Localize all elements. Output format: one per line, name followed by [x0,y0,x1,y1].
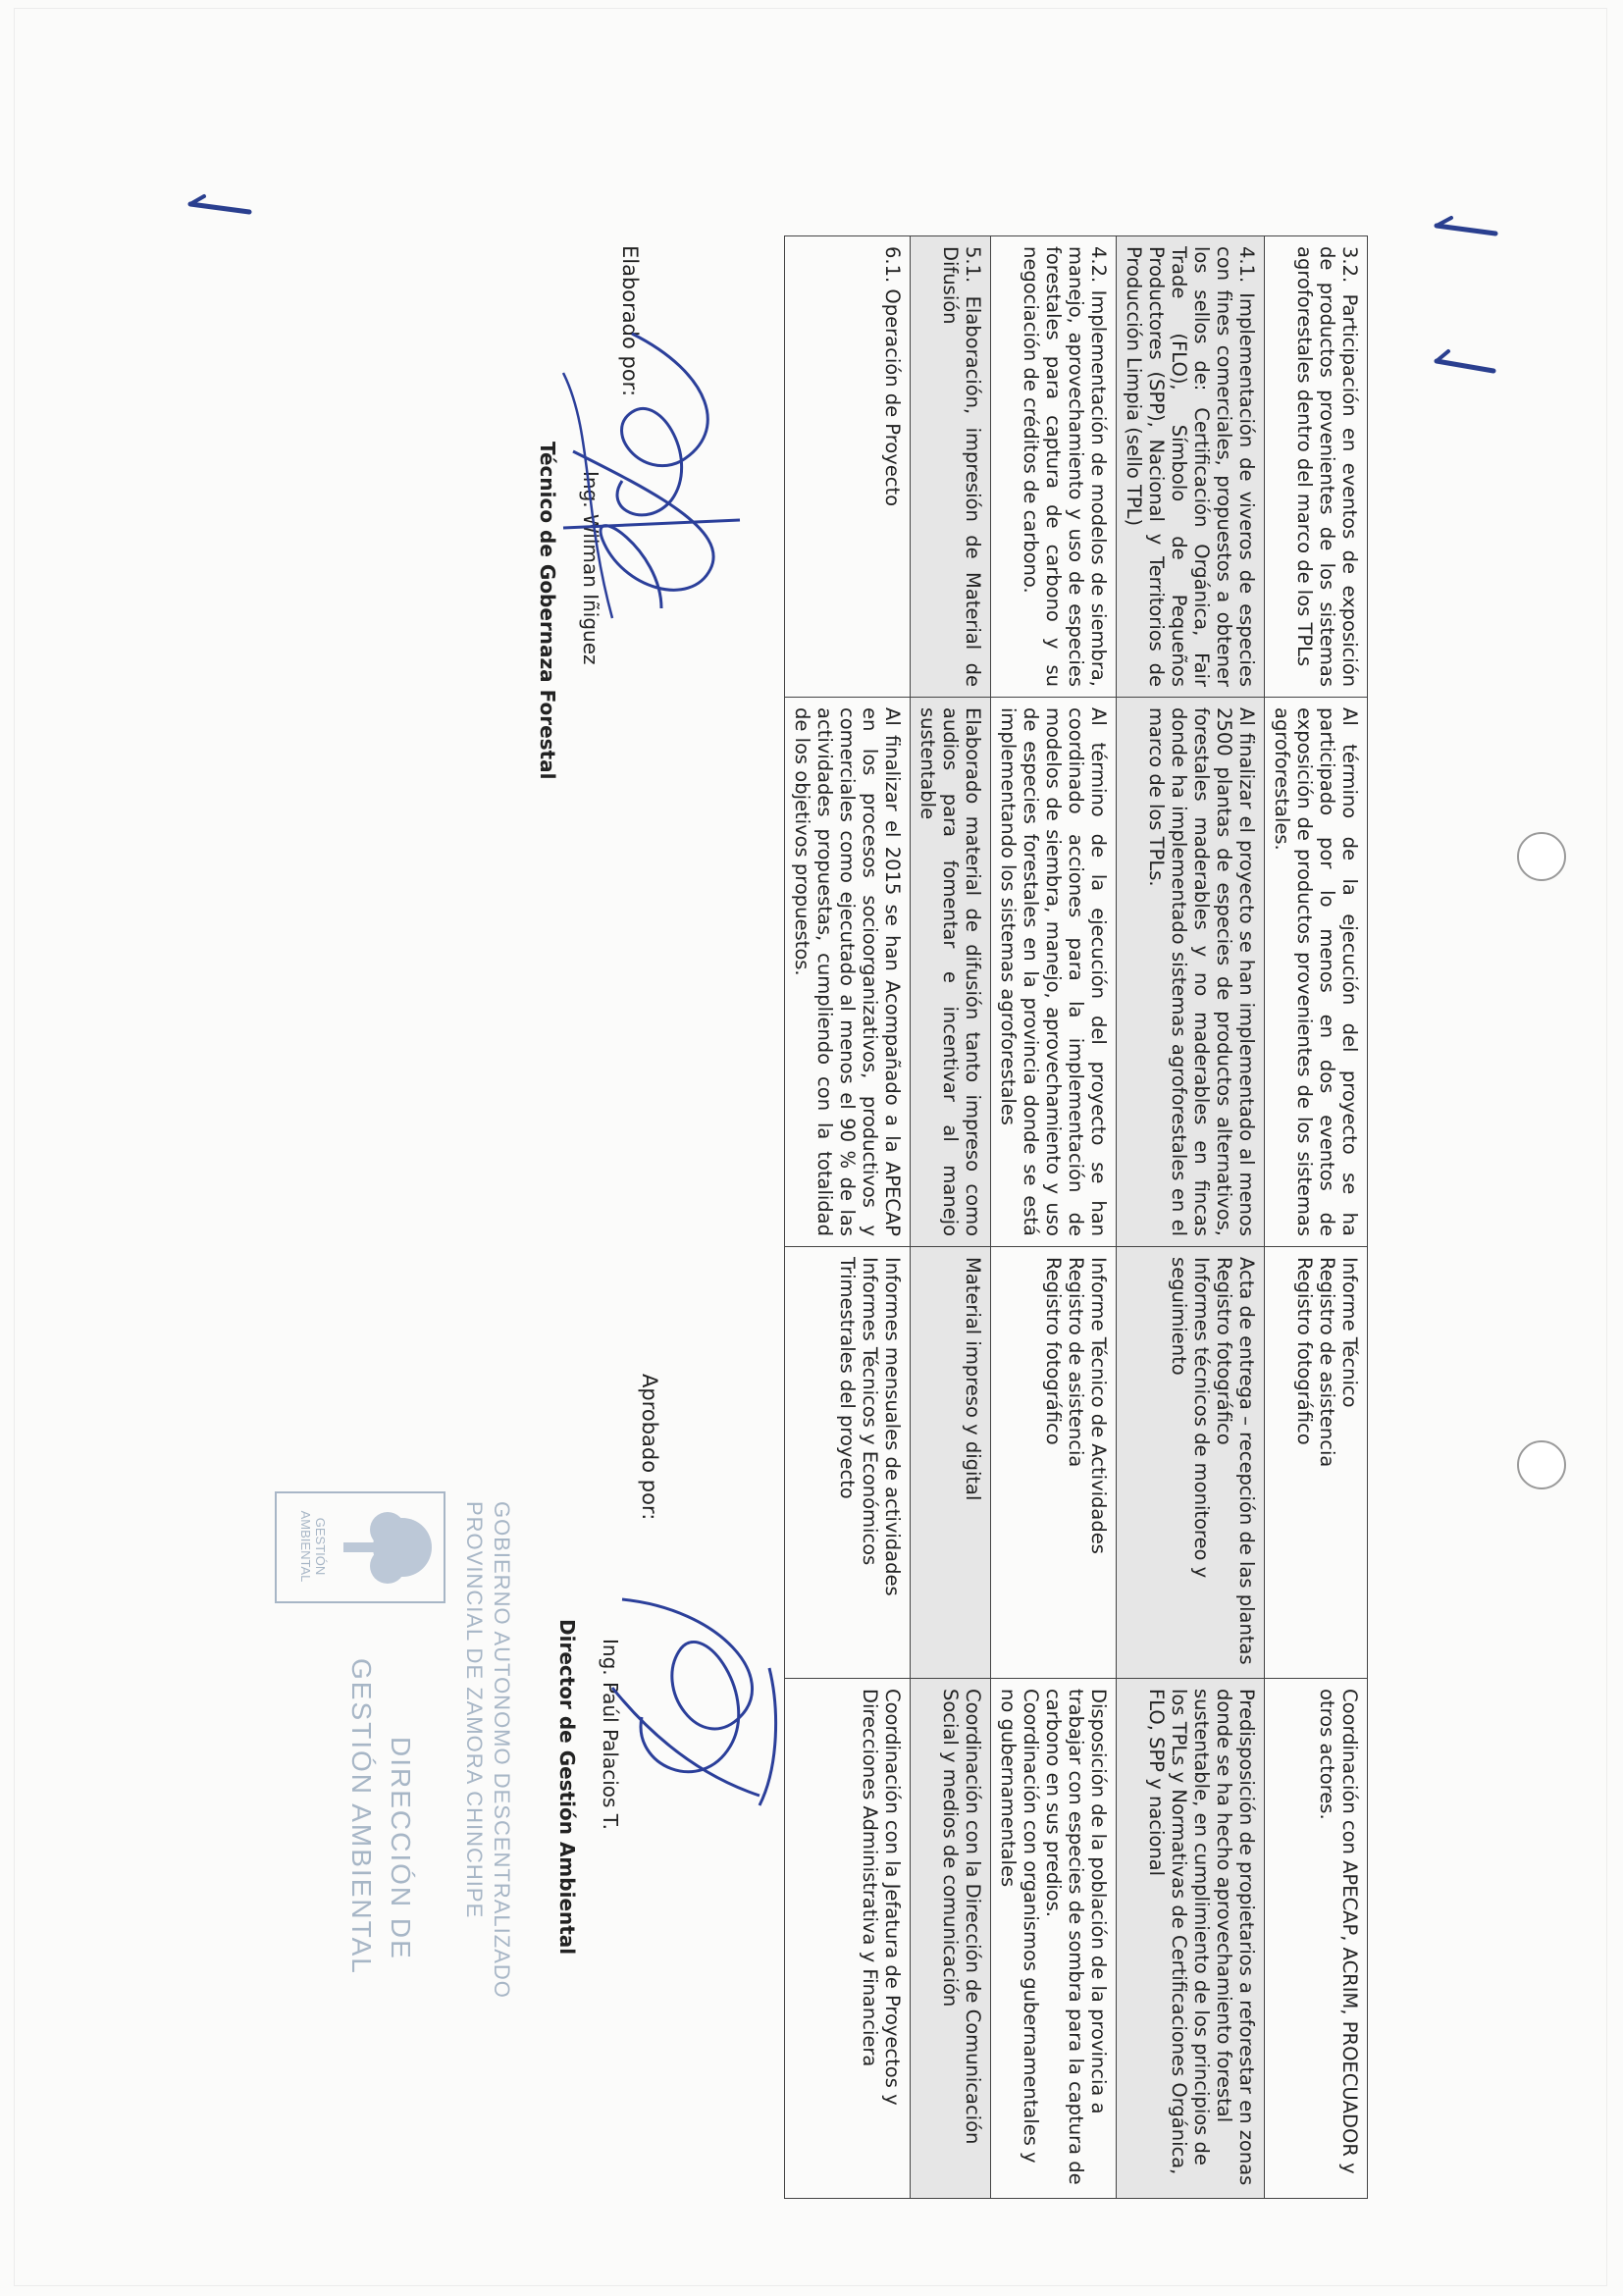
cell-verification: Material impreso y digital [911,1247,991,1679]
cell-indicator: Al finalizar el proyecto se han implementado al menos 2500 plantas de especies de productos alternativos, forestales maderables y no maderables en fincas donde ha implementado sistemas agroforestales en el marco de los TPLs. [1117,698,1265,1247]
check-mark-icon [1427,332,1505,391]
seal-badge-text: GESTIÓN AMBIENTAL [298,1510,328,1583]
cell-verification: Informe Técnico Registro de asistencia Registro fotográfico [1265,1247,1368,1679]
cell-verification: Informe Técnico de Actividades Registro de asistencia Registro fotográfico [991,1247,1117,1679]
cell-activity: 4.1. Implementación de viveros de especies con fines comerciales, propuestos a obtener los sellos de: Certificación Orgánica, Fair Trade (FLO), Símbolo de Pequeños Productores (SPP), Nacional y Territorios de Producción Limpia (sello TPL) [1117,236,1265,698]
table-row [1265,236,1368,2199]
seal-line-4: GESTIÓN AMBIENTAL [346,1658,377,1975]
table-row [1117,236,1265,2199]
check-mark-icon [1427,196,1505,255]
cell-activity: 6.1. Operación de Proyecto [785,236,911,698]
cell-verification: Informes mensuales de actividades Informes Técnicos y Económicos Trimestrales del proyecto [785,1247,911,1679]
prepared-name: Ing. Wilman Iñiguez [579,471,602,665]
signature-scribble-prepared [544,314,769,638]
approved-title: Director de Gestión Ambiental [555,1619,579,1956]
approved-name: Ing. Paúl Palacios T. [599,1639,622,1830]
cell-indicator: Al término de la ejecución del proyecto se ha participado por lo menos en dos eventos de exposición de productos provenientes de los sistemas agroforestales. [1265,698,1368,1247]
cell-assumptions: Predisposición de propietarios a reforestar en zonas donde se ha hecho aprovechamiento forestal sustentable, en cumplimiento de los principios de los TPLs y Normativas de Certificaciones Orgánica, FLO, SPP y nacional [1117,1679,1265,2199]
approved-label: Aprobado por: [638,1374,661,1521]
seal-line-3: DIRECCIÓN DE [386,1737,416,1960]
table-row [991,236,1117,2199]
cell-indicator: Al finalizar el 2015 se han Acompañado a la APECAP en los procesos socioorganizativos, productivos y comerciales como ejecutado al menos el 90 % de las actividades propuestas, cumpliendo con la totalidad de los objetivos propuestos. [785,698,911,1247]
cell-verification: Acta de entrega – recepción de las plantas Registro fotográfico Informes técnicos de monitoreo y seguimiento [1117,1247,1265,1679]
cell-activity: 3.2. Participación en eventos de exposición de productos provenientes de los sistemas agroforestales dentro del marco de los TPLs [1265,236,1368,698]
cell-assumptions: Coordinación con la Dirección de Comunicación Social y medios de comunicación [911,1679,991,2199]
tree-emblem-icon [334,1495,442,1599]
logical-framework-table [784,235,1368,2199]
cell-assumptions: Coordinación con la Jefatura de Proyectos y Direcciones Administrativa y Financiera [785,1679,911,2199]
prepared-title: Técnico de Gobernaza Forestal [536,442,559,780]
cell-activity: 4.2. Implementación de modelos de siembra, manejo, aprovechamiento y uso de especies forestales para captura de carbono y su negociación de créditos de carbono. [991,236,1117,698]
seal-line-1: GOBIERNO AUTONOMO DESCENTRALIZADO [490,1501,514,1999]
table-row [911,236,991,2199]
table-row [785,236,911,2199]
seal-line-2: PROVINCIAL DE ZAMORA CHINCHIPE [462,1501,487,1919]
signature-scribble-approved [602,1570,799,1825]
cell-assumptions: Disposición de la población de la provincia a trabajar con especies de sombra para la captura de carbono en sus predios. Coordinación con organismos gubernamentales y no gubernamentales [991,1679,1117,2199]
cell-indicator: Al término de la ejecución del proyecto se han coordinado acciones para la implementación de modelos de siembra, manejo, aprovechamiento y uso de especies forestales en la provincia donde se está implementando los sistemas agroforestales [991,698,1117,1247]
institution-seal [190,1491,514,2100]
check-mark-icon [181,175,259,234]
prepared-label: Elaborado por: [618,245,642,397]
cell-activity: 5.1. Elaboración, impresión de Material de Difusión [911,236,991,698]
cell-indicator: Elaborado material de difusión tanto impreso como audios para fomentar e incentivar al manejo sustentable [911,698,991,1247]
seal-badge [275,1491,445,1603]
cell-assumptions: Coordinación con APECAP, ACRIM, PROECUADOR y otros actores. [1265,1679,1368,2199]
